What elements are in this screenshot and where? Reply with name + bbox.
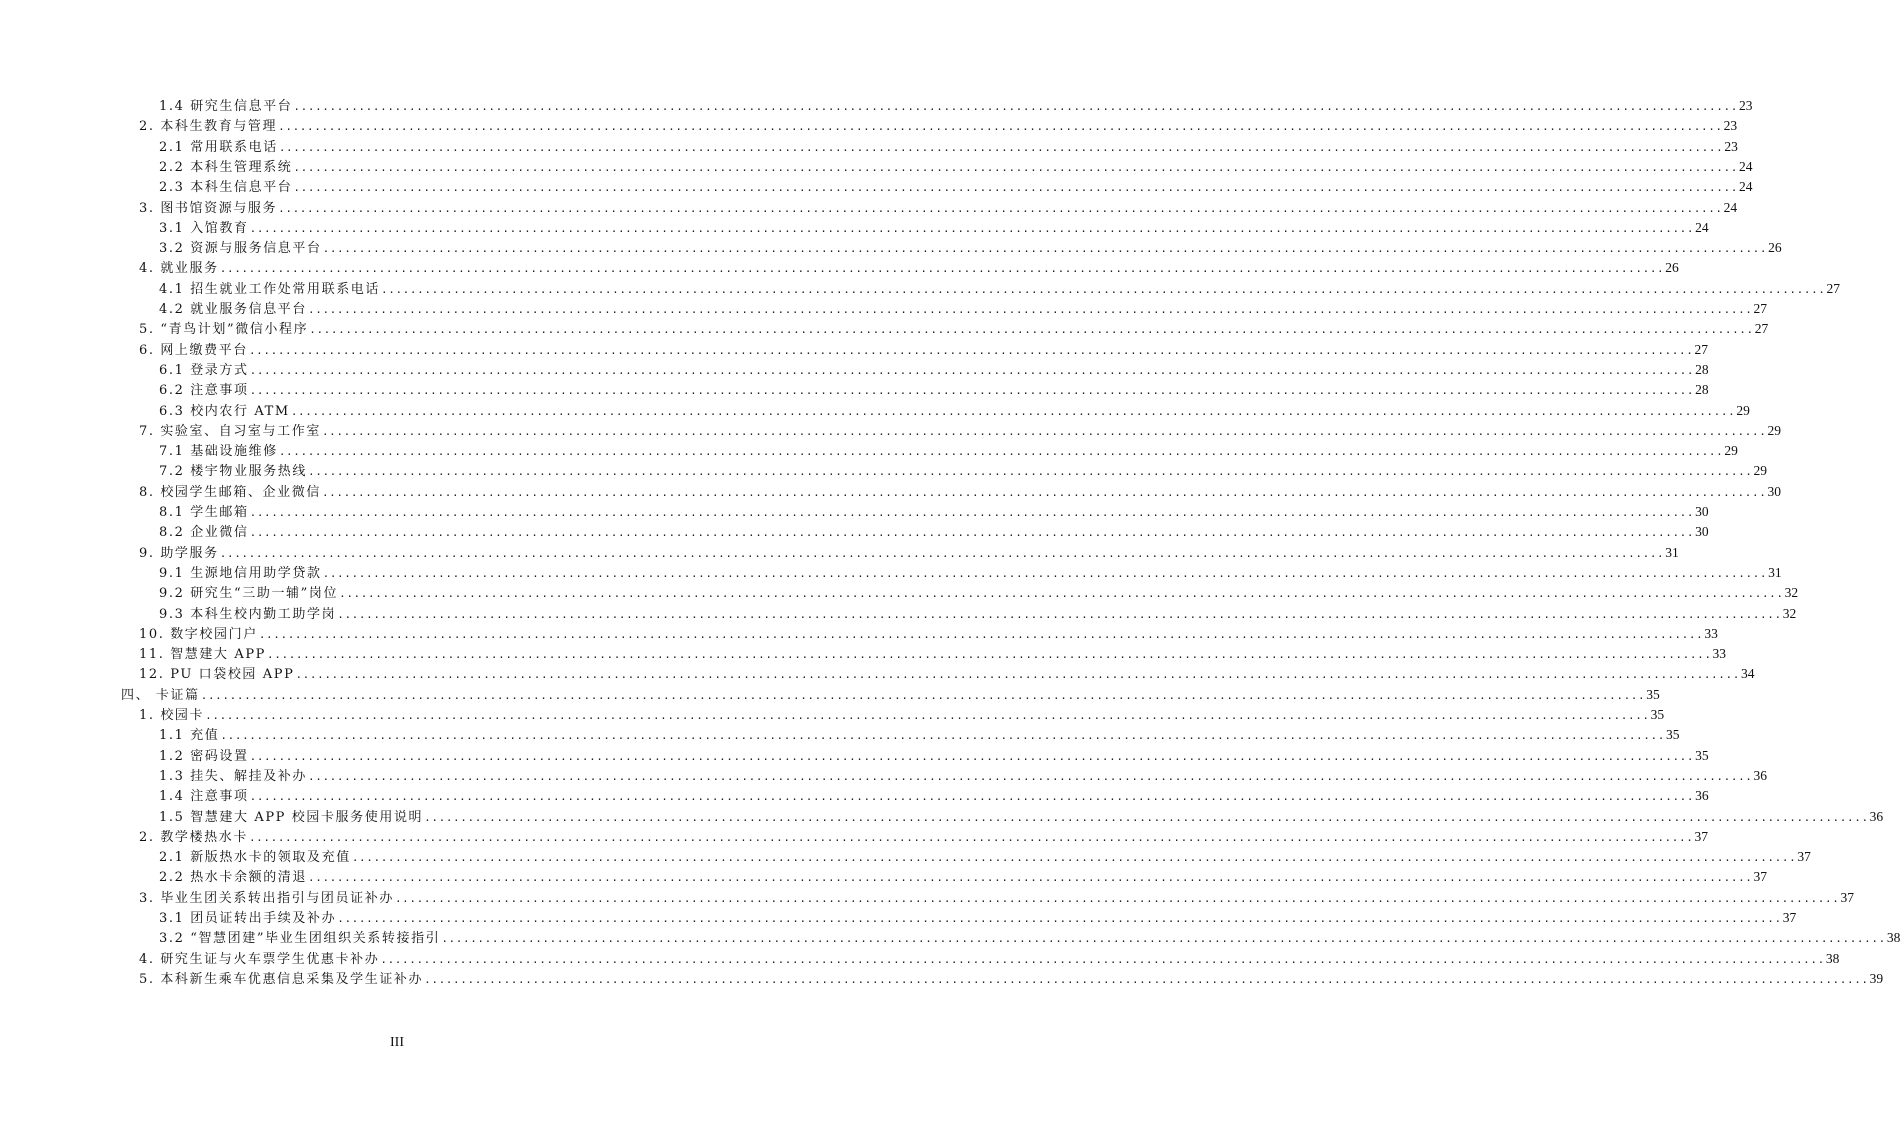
toc-entry-page-number: 24 (1738, 158, 1753, 174)
toc-dot-leader: ........................................................................................................................................................................................................ (337, 607, 1782, 621)
toc-entry[interactable] (139, 116, 1738, 136)
toc-entry-title: 2.1 新版热水卡的领取及充值 (159, 850, 351, 866)
toc-entry-title: 11. 智慧建大 APP (139, 647, 267, 663)
toc-dot-leader: ........................................................................................................................................................................................................ (441, 932, 1886, 946)
toc-entry[interactable] (159, 279, 1841, 299)
toc-entry-title: 2.3 本科生信息平台 (159, 180, 293, 196)
toc-entry-page-number: 33 (1712, 646, 1727, 662)
toc-entry[interactable] (121, 685, 1660, 705)
toc-entry[interactable] (139, 664, 1755, 684)
toc-entry[interactable] (159, 867, 1768, 887)
toc-entry[interactable] (139, 482, 1781, 502)
toc-entry[interactable] (139, 624, 1718, 644)
toc-entry-title: 6.3 校内农行 ATM (159, 403, 290, 419)
toc-entry-page-number: 23 (1738, 98, 1753, 113)
toc-entry-page-number: 37 (1694, 828, 1708, 844)
toc-entry-page-number: 36 (1695, 788, 1709, 804)
toc-entry-title: 8. 校园学生邮箱、企业微信 (139, 484, 321, 500)
toc-dot-leader: ........................................................................................................................................................................................................ (424, 972, 1869, 986)
toc-dot-leader: ........................................................................................................................................................................................................ (278, 201, 1723, 215)
toc-dot-leader: ........................................................................................................................................................................................................ (258, 627, 1704, 641)
toc-entry[interactable] (139, 340, 1708, 360)
toc-entry[interactable] (159, 502, 1709, 522)
toc-entry-title: 8.1 学生邮箱 (159, 505, 249, 520)
toc-entry[interactable] (159, 563, 1782, 583)
toc-entry[interactable] (139, 827, 1708, 847)
toc-entry-title: 5. “青鸟计划”微信小程序 (139, 322, 309, 338)
toc-entry[interactable] (159, 441, 1738, 461)
toc-dot-leader: ........................................................................................................................................................................................................ (249, 526, 1695, 540)
toc-dot-leader: ........................................................................................................................................................................................................ (322, 566, 1768, 580)
toc-entry[interactable] (159, 766, 1768, 786)
toc-entry-title: 4. 研究生证与火车票学生优惠卡补办 (139, 951, 380, 967)
toc-dot-leader: ........................................................................................................................................................................................................ (248, 343, 1694, 357)
toc-entry-title: 12. PU 口袋校园 APP (139, 667, 295, 683)
toc-entry[interactable] (159, 928, 1900, 948)
toc-dot-leader: ........................................................................................................................................................................................................ (308, 871, 1753, 885)
toc-entry-page-number: 36 (1869, 808, 1884, 824)
toc-entry-page-number: 31 (1768, 564, 1782, 580)
toc-entry[interactable] (159, 725, 1680, 745)
toc-entry-title: 3.2 “智慧团建”毕业生团组织关系转接指引 (159, 931, 441, 947)
toc-entry-title: 9.3 本科生校内勤工助学岗 (159, 606, 337, 622)
toc-entry-title: 9.2 研究生“三助一辅”岗位 (159, 586, 339, 602)
toc-entry-title: 2.2 本科生管理系统 (159, 159, 293, 175)
toc-entry-page-number: 23 (1724, 138, 1738, 154)
toc-dot-leader: ........................................................................................................................................................................................................ (249, 221, 1695, 235)
toc-entry-page-number: 23 (1723, 118, 1738, 134)
toc-entry[interactable] (159, 604, 1797, 624)
toc-dot-leader: ........................................................................................................................................................................................................ (308, 465, 1753, 479)
toc-entry-title: 7.2 楼宇物业服务热线 (159, 464, 308, 480)
toc-entry-title: 1.2 密码设置 (159, 748, 249, 764)
toc-entry[interactable] (159, 137, 1738, 157)
toc-entry[interactable] (159, 360, 1709, 380)
toc-entry-page-number: 28 (1695, 361, 1709, 377)
toc-entry[interactable] (159, 238, 1782, 258)
toc-dot-leader: ........................................................................................................................................................................................................ (219, 262, 1665, 276)
toc-entry[interactable] (159, 847, 1811, 867)
toc-entry-title: 1.1 充值 (159, 728, 220, 744)
toc-entry[interactable] (159, 299, 1768, 319)
toc-entry[interactable] (139, 319, 1769, 339)
toc-entry-title: 4.1 招生就业工作处常用联系电话 (159, 281, 381, 297)
toc-entry-title: 5. 本科新生乘车优惠信息采集及学生证补办 (139, 971, 424, 987)
toc-dot-leader: ........................................................................................................................................................................................................ (337, 912, 1782, 925)
toc-entry-title: 7. 实验室、自习室与工作室 (139, 423, 321, 439)
toc-entry[interactable] (159, 807, 1884, 827)
toc-dot-leader: ........................................................................................................................................................................................................ (278, 445, 1724, 459)
toc-entry-page-number: 24 (1723, 199, 1738, 215)
toc-entry-title: 1.5 智慧建大 APP 校园卡服务使用说明 (159, 809, 424, 825)
toc-dot-leader: ........................................................................................................................................................................................................ (278, 140, 1724, 154)
toc-entry-page-number: 35 (1646, 686, 1660, 702)
toc-dot-leader: ........................................................................................................................................................................................................ (249, 790, 1695, 804)
toc-dot-leader: ........................................................................................................................................................................................................ (295, 668, 1740, 682)
toc-entry-title: 2.1 常用联系电话 (159, 139, 278, 155)
toc-entry[interactable] (139, 543, 1679, 563)
toc-entry-title: 7.1 基础设施维修 (159, 444, 278, 460)
toc-entry-page-number: 34 (1740, 666, 1755, 682)
toc-entry-page-number: 30 (1695, 504, 1709, 519)
toc-entry-page-number: 37 (1753, 869, 1768, 885)
toc-dot-leader: ........................................................................................................................................................................................................ (321, 424, 1767, 438)
toc-entry-page-number: 26 (1665, 260, 1679, 276)
toc-dot-leader: ........................................................................................................................................................................................................ (308, 769, 1753, 783)
toc-entry[interactable] (159, 157, 1753, 177)
toc-entry[interactable] (139, 421, 1781, 441)
toc-entry-page-number: 29 (1724, 443, 1738, 459)
toc-entry-page-number: 37 (1782, 910, 1797, 925)
toc-entry-page-number: 37 (1840, 889, 1854, 905)
toc-entry[interactable] (159, 401, 1750, 421)
toc-dot-leader: ........................................................................................................................................................................................................ (249, 749, 1695, 763)
toc-dot-leader: ........................................................................................................................................................................................................ (249, 363, 1695, 377)
toc-entry-page-number: 35 (1695, 747, 1709, 763)
toc-entry[interactable] (139, 949, 1840, 969)
toc-dot-leader: ........................................................................................................................................................................................................ (293, 100, 1738, 113)
toc-dot-leader: ........................................................................................................................................................................................................ (267, 648, 1712, 662)
toc-entry-title: 9. 助学服务 (139, 545, 219, 561)
toc-entry-title: 3. 毕业生团关系转出指引与团员证补办 (139, 890, 394, 906)
toc-dot-leader: ........................................................................................................................................................................................................ (249, 506, 1695, 519)
toc-entry[interactable] (159, 461, 1768, 481)
toc-entry-page-number: 28 (1695, 382, 1709, 398)
toc-entry-page-number: 39 (1869, 970, 1884, 986)
toc-entry-title: 1.4 研究生信息平台 (159, 99, 293, 114)
toc-entry[interactable] (159, 218, 1709, 238)
toc-entry-title: 1.3 挂失、解挂及补办 (159, 768, 308, 784)
page-number: III (390, 1035, 404, 1050)
toc-entry[interactable] (159, 177, 1753, 197)
toc-entry-title: 3.1 团员证转出手续及补办 (159, 911, 337, 926)
toc-entry[interactable] (159, 96, 1753, 116)
toc-entry[interactable] (159, 908, 1797, 928)
toc-entry[interactable] (159, 786, 1709, 806)
toc-entry-page-number: 29 (1736, 402, 1750, 418)
toc-entry-title: 2. 本科生教育与管理 (139, 119, 278, 135)
toc-dot-leader: ........................................................................................................................................................................................................ (321, 485, 1767, 499)
toc-entry-page-number: 27 (1754, 321, 1769, 337)
toc-dot-leader: ........................................................................................................................................................................................................ (381, 282, 1826, 296)
toc-entry-title: 9.1 生源地信用助学贷款 (159, 565, 322, 581)
toc-entry-title: 6.2 注意事项 (159, 383, 249, 399)
toc-entry-page-number: 24 (1695, 219, 1709, 235)
toc-entry[interactable] (139, 969, 1884, 989)
toc-dot-leader: ........................................................................................................................................................................................................ (200, 688, 1646, 702)
toc-entry-title: 四、 卡证篇 (121, 687, 200, 703)
toc-dot-leader: ........................................................................................................................................................................................................ (351, 851, 1797, 865)
toc-entry-page-number: 35 (1650, 707, 1665, 722)
toc-entry-page-number: 24 (1738, 179, 1753, 195)
toc-entry-page-number: 31 (1665, 544, 1679, 560)
toc-dot-leader: ........................................................................................................................................................................................................ (293, 160, 1738, 174)
toc-entry-title: 4. 就业服务 (139, 261, 219, 277)
toc-entry-title: 8.2 企业微信 (159, 525, 249, 541)
toc-entry-page-number: 35 (1665, 727, 1680, 743)
toc-entry-page-number: 38 (1886, 930, 1900, 946)
toc-entry[interactable] (139, 258, 1679, 278)
toc-dot-leader: ........................................................................................................................................................................................................ (205, 709, 1650, 722)
toc-entry[interactable] (139, 644, 1727, 664)
toc-dot-leader: ........................................................................................................................................................................................................ (424, 810, 1869, 824)
toc-entry-page-number: 37 (1797, 849, 1811, 865)
toc-dot-leader: ........................................................................................................................................................................................................ (248, 830, 1694, 844)
toc-entry-title: 1.4 注意事项 (159, 789, 249, 805)
toc-entry-title: 2.2 热水卡余额的清退 (159, 870, 308, 886)
toc-dot-leader: ........................................................................................................................................................................................................ (293, 181, 1738, 195)
toc-entry-page-number: 27 (1694, 341, 1708, 357)
toc-entry-title: 3. 图书馆资源与服务 (139, 200, 278, 216)
toc-entry-page-number: 26 (1768, 240, 1782, 256)
toc-entry-page-number: 33 (1704, 625, 1718, 641)
toc-dot-leader: ........................................................................................................................................................................................................ (380, 952, 1825, 966)
toc-entry-title: 4.2 就业服务信息平台 (159, 302, 308, 317)
toc-dot-leader: ........................................................................................................................................................................................................ (322, 242, 1768, 256)
toc-entry-page-number: 29 (1767, 422, 1781, 438)
toc-dot-leader: ........................................................................................................................................................................................................ (309, 323, 1754, 337)
toc-entry[interactable] (159, 380, 1709, 400)
toc-dot-leader: ........................................................................................................................................................................................................ (219, 546, 1665, 560)
toc-entry[interactable] (139, 888, 1854, 908)
toc-entry-title: 3.2 资源与服务信息平台 (159, 241, 322, 257)
toc-dot-leader: ........................................................................................................................................................................................................ (290, 404, 1736, 418)
toc-entry-title: 2. 教学楼热水卡 (139, 829, 248, 845)
toc-entry-title: 10. 数字校园门户 (139, 626, 258, 642)
toc-dot-leader: ........................................................................................................................................................................................................ (249, 384, 1695, 398)
toc-dot-leader: ........................................................................................................................................................................................................ (308, 303, 1753, 316)
toc-entry-page-number: 36 (1753, 767, 1768, 783)
toc-dot-leader: ........................................................................................................................................................................................................ (220, 729, 1665, 743)
toc-entry-page-number: 27 (1826, 280, 1841, 296)
toc-dot-leader: ........................................................................................................................................................................................................ (394, 891, 1840, 905)
toc-entry-title: 6. 网上缴费平台 (139, 342, 248, 358)
toc-entry-page-number: 27 (1753, 301, 1768, 316)
toc-entry-page-number: 32 (1782, 605, 1797, 621)
toc-entry[interactable] (159, 522, 1709, 542)
toc-dot-leader: ........................................................................................................................................................................................................ (278, 120, 1723, 134)
toc-entry[interactable] (139, 198, 1738, 218)
toc-dot-leader: ........................................................................................................................................................................................................ (339, 587, 1784, 601)
toc-entry-page-number: 32 (1784, 585, 1799, 601)
toc-entry-page-number: 38 (1825, 950, 1840, 966)
toc-entry-page-number: 30 (1695, 524, 1709, 540)
toc-entry-title: 1. 校园卡 (139, 708, 205, 723)
toc-entry[interactable] (159, 583, 1799, 603)
toc-entry-page-number: 30 (1767, 483, 1781, 499)
toc-entry[interactable] (139, 705, 1665, 725)
toc-entry-page-number: 29 (1753, 463, 1768, 479)
toc-entry-title: 6.1 登录方式 (159, 362, 249, 378)
toc-entry-title: 3.1 入馆教育 (159, 220, 249, 236)
toc-entry[interactable] (159, 746, 1709, 766)
